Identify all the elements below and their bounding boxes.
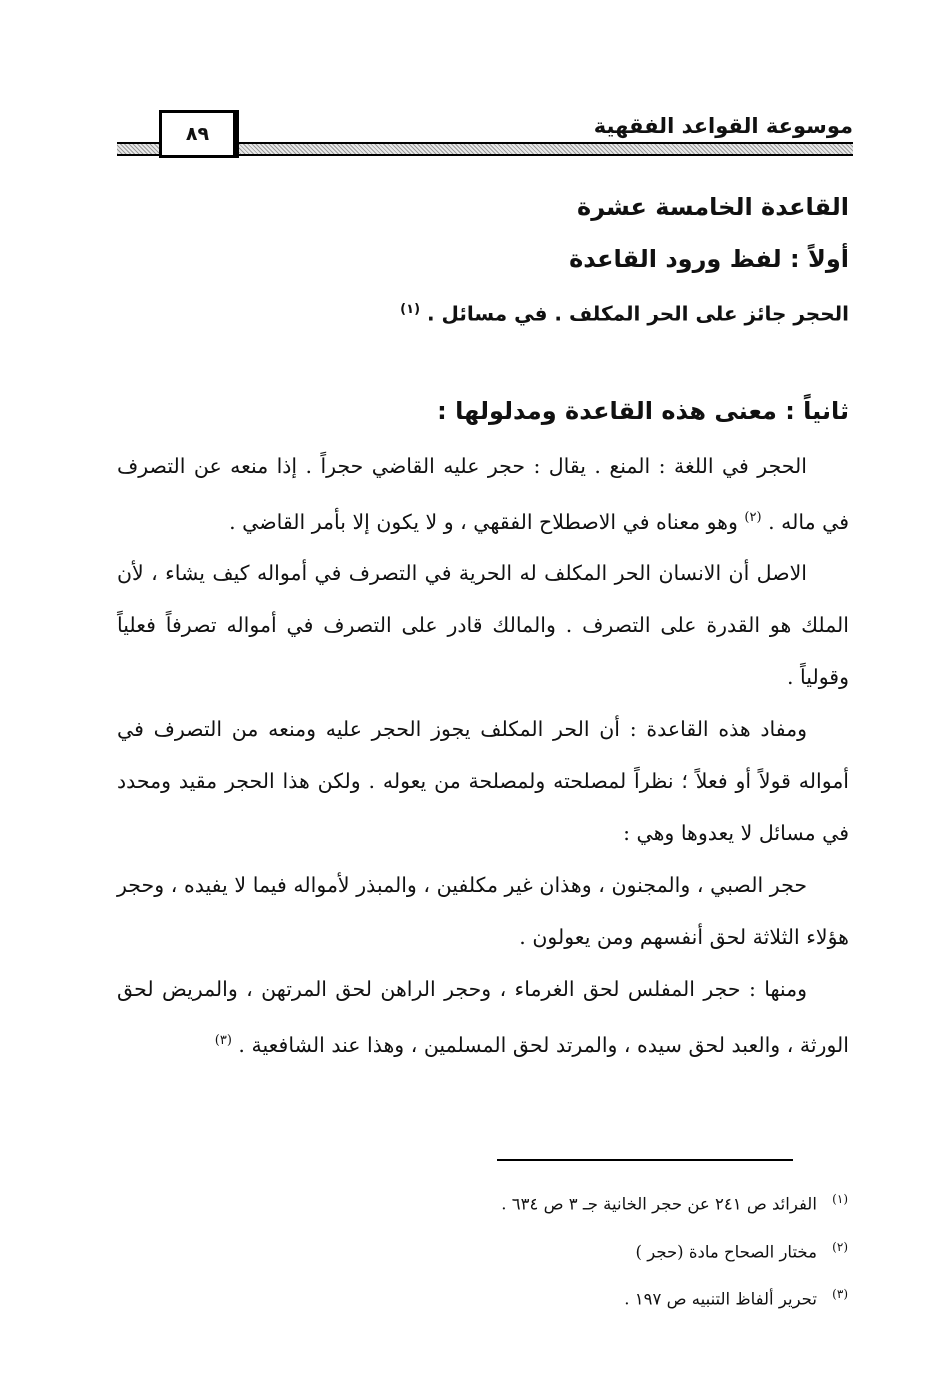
footnote-number: (٣) [832, 1287, 848, 1301]
paragraph-1-part-a: الحجر في اللغة : المنع . يقال : حجر عليه القاضي حجراً . إذا منعه عن التصرف في ماله . [117, 453, 849, 534]
book-title: موسوعة القواعد الفقهية [593, 114, 853, 138]
footnote-text: مختار الصحاح مادة (حجر ) [635, 1242, 817, 1261]
footnote-1 [300, 1178, 850, 1226]
section1-title: أولاً : لفظ ورود القاعدة [569, 245, 849, 273]
footnote-ref-3[interactable]: (٣) [214, 1033, 232, 1049]
footnote-number: (١) [832, 1192, 848, 1206]
footnote-text: الفرائد ص ٢٤١ عن حجر الخانية جـ ٣ ص ٦٣٤ . [501, 1194, 817, 1214]
footnote-ref-1[interactable]: (١) [400, 302, 421, 317]
paragraph-5-text: ومنها : حجر المفلس لحق الغرماء ، وحجر الراهن لحق المرتهن ، والمريض لحق الورثة ، والعبد لحق سيده ، والمرتد لحق المسلمين ، وهذا عند الشافعية . [117, 977, 849, 1058]
rule-heading: القاعدة الخامسة عشرة [577, 193, 849, 221]
rule-statement-text: الحجر جائز على الحر المكلف . في مسائل . [426, 301, 849, 326]
footnote-ref-2[interactable]: (٢) [744, 509, 762, 525]
footnote-3 [300, 1273, 850, 1321]
section2-title: ثانياً : معنى هذه القاعدة ومدلولها : [437, 396, 849, 425]
paragraph-3: ومفاد هذه القاعدة : أن الحر المكلف يجوز الحجر عليه ومنعه من التصرف في أمواله قولاً أو فعلاً ؛ نظراً لمصلحته ولمصلحة من يعوله . ولكن هذا الحجر مقيد ومحدد في مسائل لا يعدوها وهي : [117, 717, 849, 846]
paragraph-1 [117, 440, 849, 548]
page-header [117, 106, 853, 158]
footnote-text: تحرير ألفاظ التنبيه ص ١٩٧ . [624, 1289, 817, 1309]
page-number: ٨٩ [159, 110, 239, 158]
paragraph-4: حجر الصبي ، والمجنون ، وهذان غير مكلفين ، والمبذر لأمواله فيما لا يفيده ، وحجر هؤلاء الثلاثة لحق أنفسهم ومن يعولون . [117, 873, 849, 950]
main-content [117, 182, 849, 1071]
footnote-number: (٢) [832, 1239, 848, 1254]
footnotes [300, 1178, 850, 1321]
paragraph-2: الاصل أن الانسان الحر المكلف له الحرية في التصرف في أمواله كيف يشاء ، لأن الملك هو القدرة على التصرف . والمالك قادر على التصرف في أمواله تصرفاً فعلياً وقولياً . [117, 561, 849, 690]
paragraph-5 [117, 963, 849, 1071]
rule-statement [117, 294, 849, 330]
paragraph-1-part-b: وهو معناه في الاصطلاح الفقهي ، و لا يكون إلا بأمر القاضي . [229, 509, 738, 534]
footnote-2 [300, 1226, 850, 1274]
footnote-divider [497, 1159, 793, 1161]
